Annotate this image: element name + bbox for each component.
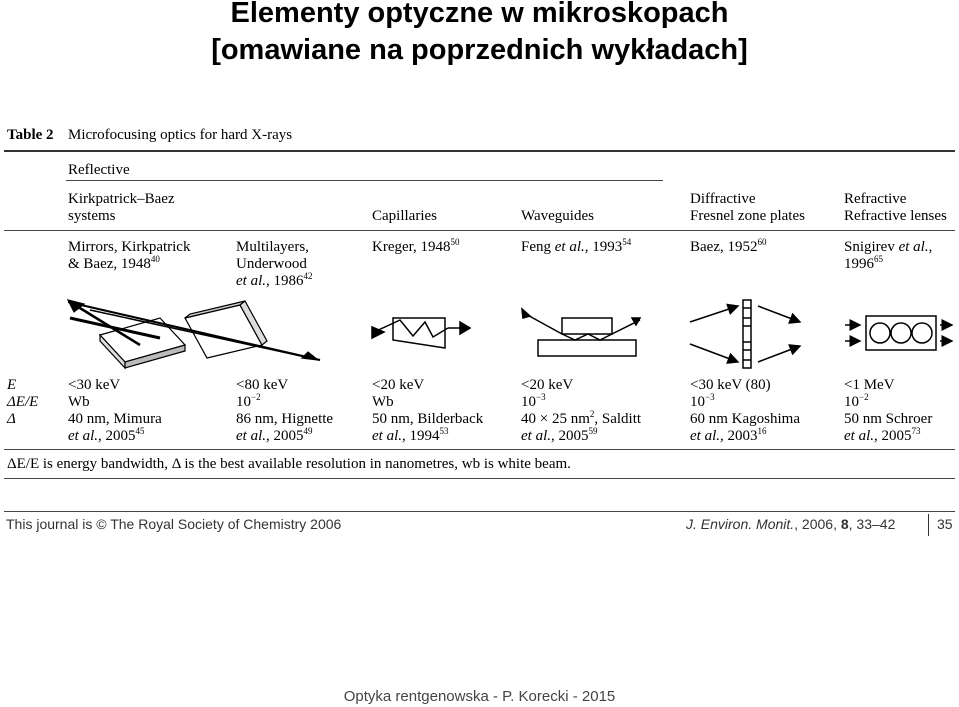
group-reflective: Reflective: [68, 162, 130, 178]
row-label-energy: E: [7, 377, 17, 393]
ref-mirrors-line1: Mirrors, Kirkpatrick: [68, 239, 191, 255]
col4-resolution: 40 × 25 $nm^2$, Salditt: [521, 409, 642, 427]
ref-multilayers-line2: Underwood: [236, 256, 307, 272]
journal-page-number: 35: [937, 516, 953, 532]
col6-energy: <1 MeV: [844, 377, 895, 393]
col4-energy: <20 keV: [521, 377, 574, 393]
col1-bandwidth: Wb: [68, 394, 90, 410]
ref-refractive-line2: 1996$^{65}$: [844, 254, 883, 272]
slide-title-line1: Elementy optyczne w mikroskopach: [230, 0, 729, 29]
journal-copyright: This journal is © The Royal Society of Chemistry 2006: [6, 516, 342, 532]
col5-energy: <30 keV (80): [690, 377, 771, 393]
refractive-lens-diagram: [845, 316, 952, 350]
header-diffractive-line1: Diffractive: [690, 191, 756, 207]
col2-resolution: 86 nm, Hignette: [236, 411, 334, 427]
ref-multilayers-line1: Multilayers,: [236, 239, 309, 255]
header-kb-line1: Kirkpatrick–Baez: [68, 191, 175, 207]
ref-mirrors-line2: & Baez, 1948$^{40}$: [68, 254, 160, 272]
capillary-diagram: [372, 318, 470, 348]
ref-diffractive: Baez, 1952$^{60}$: [690, 237, 767, 255]
col3-resolution: 50 nm, Bilderback: [372, 411, 484, 427]
header-kb-line2: systems: [68, 208, 116, 224]
table-bottom-rule: [4, 478, 955, 479]
col5-resolution-ref: et al., 2003$^{16}$: [690, 426, 767, 444]
header-waveguides: Waveguides: [521, 208, 594, 224]
ref-capillaries: Kreger, 1948$^{50}$: [372, 237, 460, 255]
table-label: Table 2: [7, 127, 54, 143]
col3-energy: <20 keV: [372, 377, 425, 393]
col4-resolution-ref: et al., 2005$^{59}$: [521, 426, 598, 444]
body-bottom-rule: [4, 449, 955, 450]
col3-resolution-ref: et al., 1994$^{53}$: [372, 426, 449, 444]
header-refractive-line1: Refractive: [844, 191, 907, 207]
table-caption: Microfocusing optics for hard X-rays: [68, 127, 293, 143]
header-diffractive-line2: Fresnel zone plates: [690, 208, 805, 224]
col1-resolution-ref: et al., 2005$^{45}$: [68, 426, 145, 444]
journal-page-divider: [928, 514, 929, 536]
waveguide-diagram: [522, 309, 640, 356]
header-capillaries: Capillaries: [372, 208, 437, 224]
row-label-resolution: Δ: [7, 411, 16, 427]
table-note: ΔE/E is energy bandwidth, Δ is the best available resolution in nanometres, wb is white beam.: [7, 456, 571, 472]
row-label-bandwidth: ΔE/E: [7, 394, 39, 410]
col1-energy: <30 keV: [68, 377, 121, 393]
ref-refractive-line1: Snigirev et al.,: [844, 239, 933, 255]
header-refractive-line2: Refractive lenses: [844, 208, 947, 224]
ref-multilayers-line3: et al., 1986$^{42}$: [236, 271, 313, 289]
col4-bandwidth: $10^{-3}$: [521, 392, 546, 410]
col1-resolution: 40 nm, Mimura: [68, 411, 162, 427]
col6-bandwidth: $10^{-2}$: [844, 392, 869, 410]
col6-resolution: 50 nm Schroer: [844, 411, 933, 427]
col5-bandwidth: $10^{-3}$: [690, 392, 715, 410]
col2-bandwidth: $10^{-2}$: [236, 392, 261, 410]
col2-resolution-ref: et al., 2005$^{49}$: [236, 426, 313, 444]
journal-citation: J. Environ. Monit., 2006, 8, 33–42: [686, 516, 896, 532]
zone-plate-diagram: [690, 300, 800, 368]
journal-rule: [4, 511, 955, 512]
slide-title-line2: [omawiane na poprzednich wykładach]: [211, 34, 748, 66]
col5-resolution: 60 nm Kagoshima: [690, 411, 800, 427]
col3-bandwidth: Wb: [372, 394, 394, 410]
col2-energy: <80 keV: [236, 377, 289, 393]
kb-mirrors-diagram: [68, 300, 320, 368]
slide-footer: Optyka rentgenowska - P. Korecki - 2015: [343, 688, 616, 705]
ref-waveguides: Feng et al., 1993$^{54}$: [521, 237, 632, 255]
col6-resolution-ref: et al., 2005$^{73}$: [844, 426, 921, 444]
